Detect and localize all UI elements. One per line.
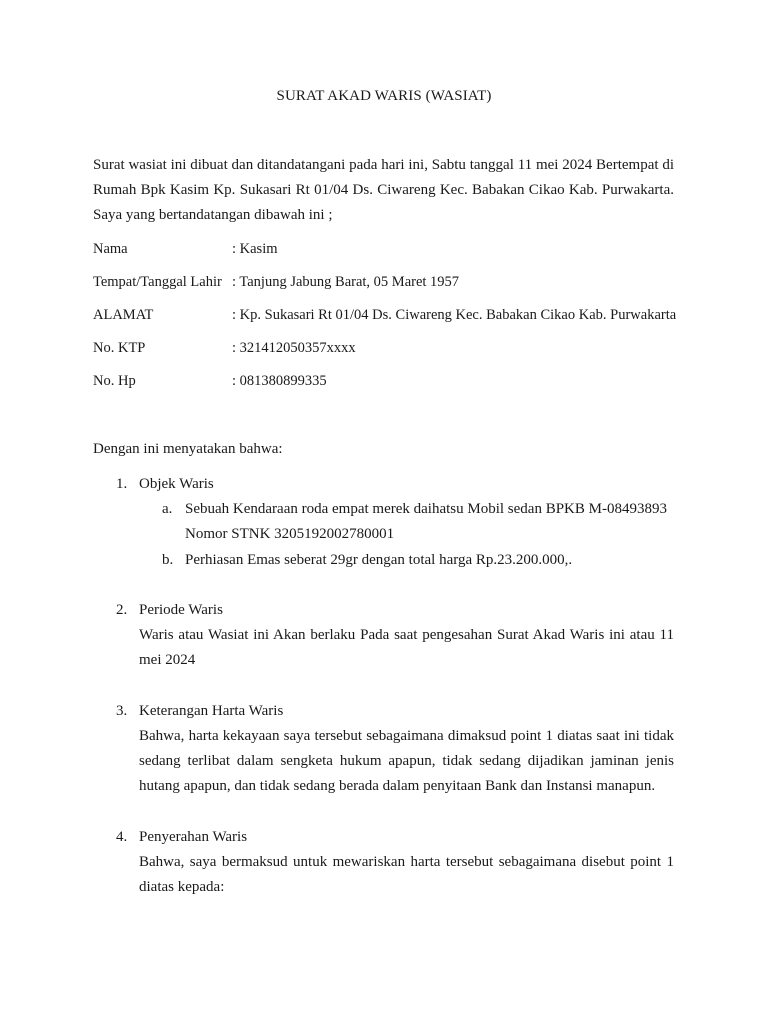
item-number: 1.	[116, 476, 128, 492]
field-value: : Kasim	[232, 241, 278, 257]
field-label: No. Hp	[93, 373, 136, 389]
subitem-text: Perhiasan Emas seberat 29gr dengan total harga Rp.23.200.000,.	[185, 552, 573, 568]
subitem-text: Sebuah Kendaraan roda empat merek daihatsu Mobil sedan BPKB M-08493893 Nomor STNK 3205192002780001	[185, 501, 667, 542]
field-row-tempat-tanggal-lahir	[93, 274, 693, 294]
item-title: Objek Waris	[139, 476, 214, 492]
subitem-letter: a.	[162, 501, 173, 517]
item-number: 3.	[116, 703, 128, 719]
document-title: SURAT AKAD WARIS (WASIAT)	[276, 88, 492, 104]
field-label: ALAMAT	[93, 307, 154, 323]
field-label: Nama	[93, 241, 128, 257]
item-number: 4.	[116, 829, 128, 845]
statement-line: Dengan ini menyatakan bahwa:	[93, 441, 283, 457]
item-title: Periode Waris	[139, 602, 223, 618]
subitem-letter: b.	[162, 552, 174, 568]
item-number: 2.	[116, 602, 128, 618]
intro-paragraph: Surat wasiat ini dibuat dan ditandatangani pada hari ini, Sabtu tanggal 11 mei 2024 Bertempat di Rumah Bpk Kasim Kp. Sukasari Rt 01/04 Ds. Ciwareng Kec. Babakan Cikao Kab. Purwakarta. Saya yang bertandatangan dibawah ini ;	[93, 157, 674, 223]
field-label: No. KTP	[93, 340, 146, 356]
field-row-alamat	[93, 307, 693, 327]
item-body: Bahwa, harta kekayaan saya tersebut sebagaimana dimaksud point 1 diatas saat ini tidak sedang terlibat dalam sengketa hukum apapun, tidak sedang dijadikan jaminan jenis hutang apapun, dan tidak sedang berada dalam penyitaan Bank dan Instansi manapun.	[139, 728, 674, 794]
field-row-no-hp	[93, 373, 693, 393]
item-title: Penyerahan Waris	[139, 829, 248, 845]
item-body: Waris atau Wasiat ini Akan berlaku Pada saat pengesahan Surat Akad Waris ini atau 11 mei 2024	[139, 627, 674, 668]
field-row-nama	[93, 241, 693, 261]
field-row-no-ktp	[93, 340, 693, 360]
field-value: : 321412050357xxxx	[232, 340, 356, 356]
item-body: Bahwa, saya bermaksud untuk mewariskan harta tersebut sebagaimana disebut point 1 diatas kepada:	[139, 854, 674, 895]
item-title: Keterangan Harta Waris	[139, 703, 284, 719]
field-value: : 081380899335	[232, 373, 327, 389]
field-value: : Tanjung Jabung Barat, 05 Maret 1957	[232, 274, 460, 290]
field-value: : Kp. Sukasari Rt 01/04 Ds. Ciwareng Kec. Babakan Cikao Kab. Purwakarta	[232, 307, 677, 323]
field-label: Tempat/Tanggal Lahir	[93, 274, 222, 290]
